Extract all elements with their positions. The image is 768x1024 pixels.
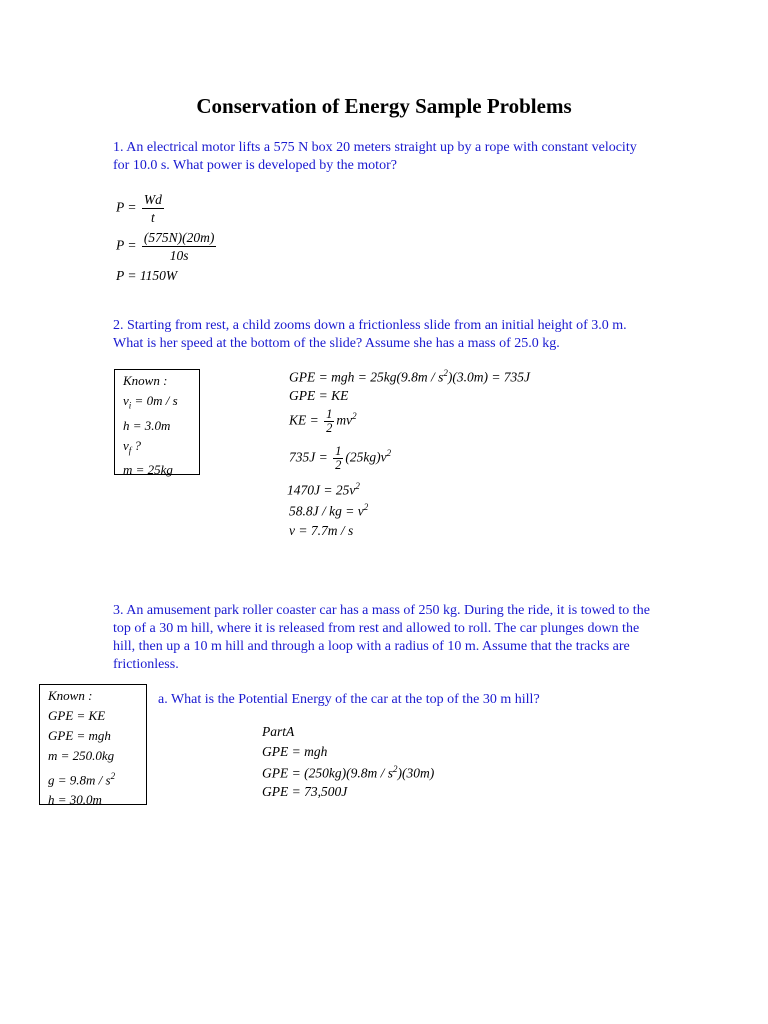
step-text: 1470J = 25v	[287, 482, 356, 498]
numerator: 1	[326, 407, 333, 421]
problem-2-step-7: v = 7.7m / s	[289, 523, 354, 538]
problem-3-part-a-line-1: GPE = mgh	[262, 744, 328, 759]
step-lhs: KE =	[289, 412, 319, 428]
problem-2-step-3: KE = $\frac{1}{2}$ $mv^2$	[289, 407, 357, 435]
problem-2-step-1: GPE = mgh = $25kg(9.8m / s^2)(3.0m) = 735J$	[289, 368, 531, 385]
problem-3-text: 3. An amusement park roller coaster car has a mass of 250 kg. During the ride, it is towed to the top of a 30 m hill, where it is released from rest and allowed to roll. The car plunges down the hill, then up a 10 m hill and through a loop with a radius of 10 m. Assume that the tracks are frictionless.	[113, 603, 650, 672]
problem-1-text: 1. An electrical motor lifts a 575 N box 20 meters straight up by a rope with constant velocity for 10.0 s. What power is developed by the motor?	[113, 140, 637, 173]
page-title: Conservation of Energy Sample Problems	[196, 94, 572, 118]
denominator: 2	[335, 458, 342, 472]
problem-2-step-2: GPE = KE	[289, 388, 349, 403]
known-height: h = 30.0m	[48, 792, 102, 808]
step-lhs: 735J =	[289, 449, 328, 465]
problem-2-known-box	[114, 369, 200, 478]
known-heading: Known :	[123, 373, 168, 388]
problem-3-part-a-line-3: GPE = 73,500J	[262, 784, 348, 799]
step-text: )(30m)	[397, 765, 435, 781]
known-mass: m = 25kg	[123, 462, 173, 478]
step-rhs: mv	[336, 412, 353, 428]
known-gpe-formula: GPE = mgh	[48, 728, 111, 743]
problem-3-part-a-line-2: GPE = $(250kg)(9.8m / s^2)(30m)$	[262, 764, 435, 781]
step-text: GPE = (250kg)(9.8m / s	[262, 765, 393, 781]
denominator: 10s	[169, 248, 189, 263]
known-heading: Known :	[48, 688, 93, 703]
known-final-velocity: $v_f$ ?	[123, 437, 142, 456]
problem-1-equation-3: P = 1150W	[116, 268, 178, 283]
known-mass: m = 250.0kg	[48, 748, 115, 763]
problem-3-part-a-question: a. What is the Potential Energy of the car at the top of the 30 m hill?	[158, 692, 540, 707]
known-item-g: g = 9.8m / s	[48, 772, 111, 788]
fraction	[142, 191, 164, 226]
problem-3-known-box	[39, 684, 147, 808]
numerator: Wd	[143, 192, 162, 207]
fraction	[333, 445, 343, 472]
known-energy-equality: GPE = KE	[48, 708, 106, 723]
denominator: t	[150, 210, 155, 225]
known-height: h = 3.0m	[123, 417, 171, 433]
step-text: 58.8J / kg = v	[289, 503, 364, 519]
fraction	[324, 408, 334, 435]
problem-2-step-4: 735J = $\frac{1}{2}$ $(25kg)v^2$	[289, 444, 392, 472]
problem-2-text: 2. Starting from rest, a child zooms down a frictionless slide from an initial height of 3.0 m. What is her speed at the bottom of the slide? Assume she has a mass of 25.0 kg.	[113, 318, 627, 351]
problem-1-equation-2	[116, 229, 218, 264]
known-item-v: $v_i = 0m / s$	[123, 393, 178, 411]
step-text: )(3.0m) = 735J	[447, 369, 531, 385]
problem-2-step-5: $1470J = 25v^2$	[287, 481, 360, 498]
step-text: GPE = mgh = 25kg(9.8m / s	[289, 369, 444, 385]
eq-lhs: P =	[116, 237, 137, 253]
numerator: 1	[335, 444, 342, 458]
known-gravity: $g = 9.8m / s^2$	[48, 771, 116, 788]
step-rhs: (25kg)v	[345, 449, 387, 465]
fraction	[142, 229, 217, 264]
numerator: (575N)(20m)	[143, 230, 215, 245]
known-initial-velocity	[123, 391, 191, 416]
problem-1-equation-1	[116, 191, 166, 226]
denominator: 2	[326, 421, 333, 435]
problem-3-part-a-label: PartA	[262, 724, 295, 739]
problem-2-step-6: 58.8J / kg = $v^2$	[289, 502, 369, 519]
eq-lhs: P =	[116, 199, 137, 215]
